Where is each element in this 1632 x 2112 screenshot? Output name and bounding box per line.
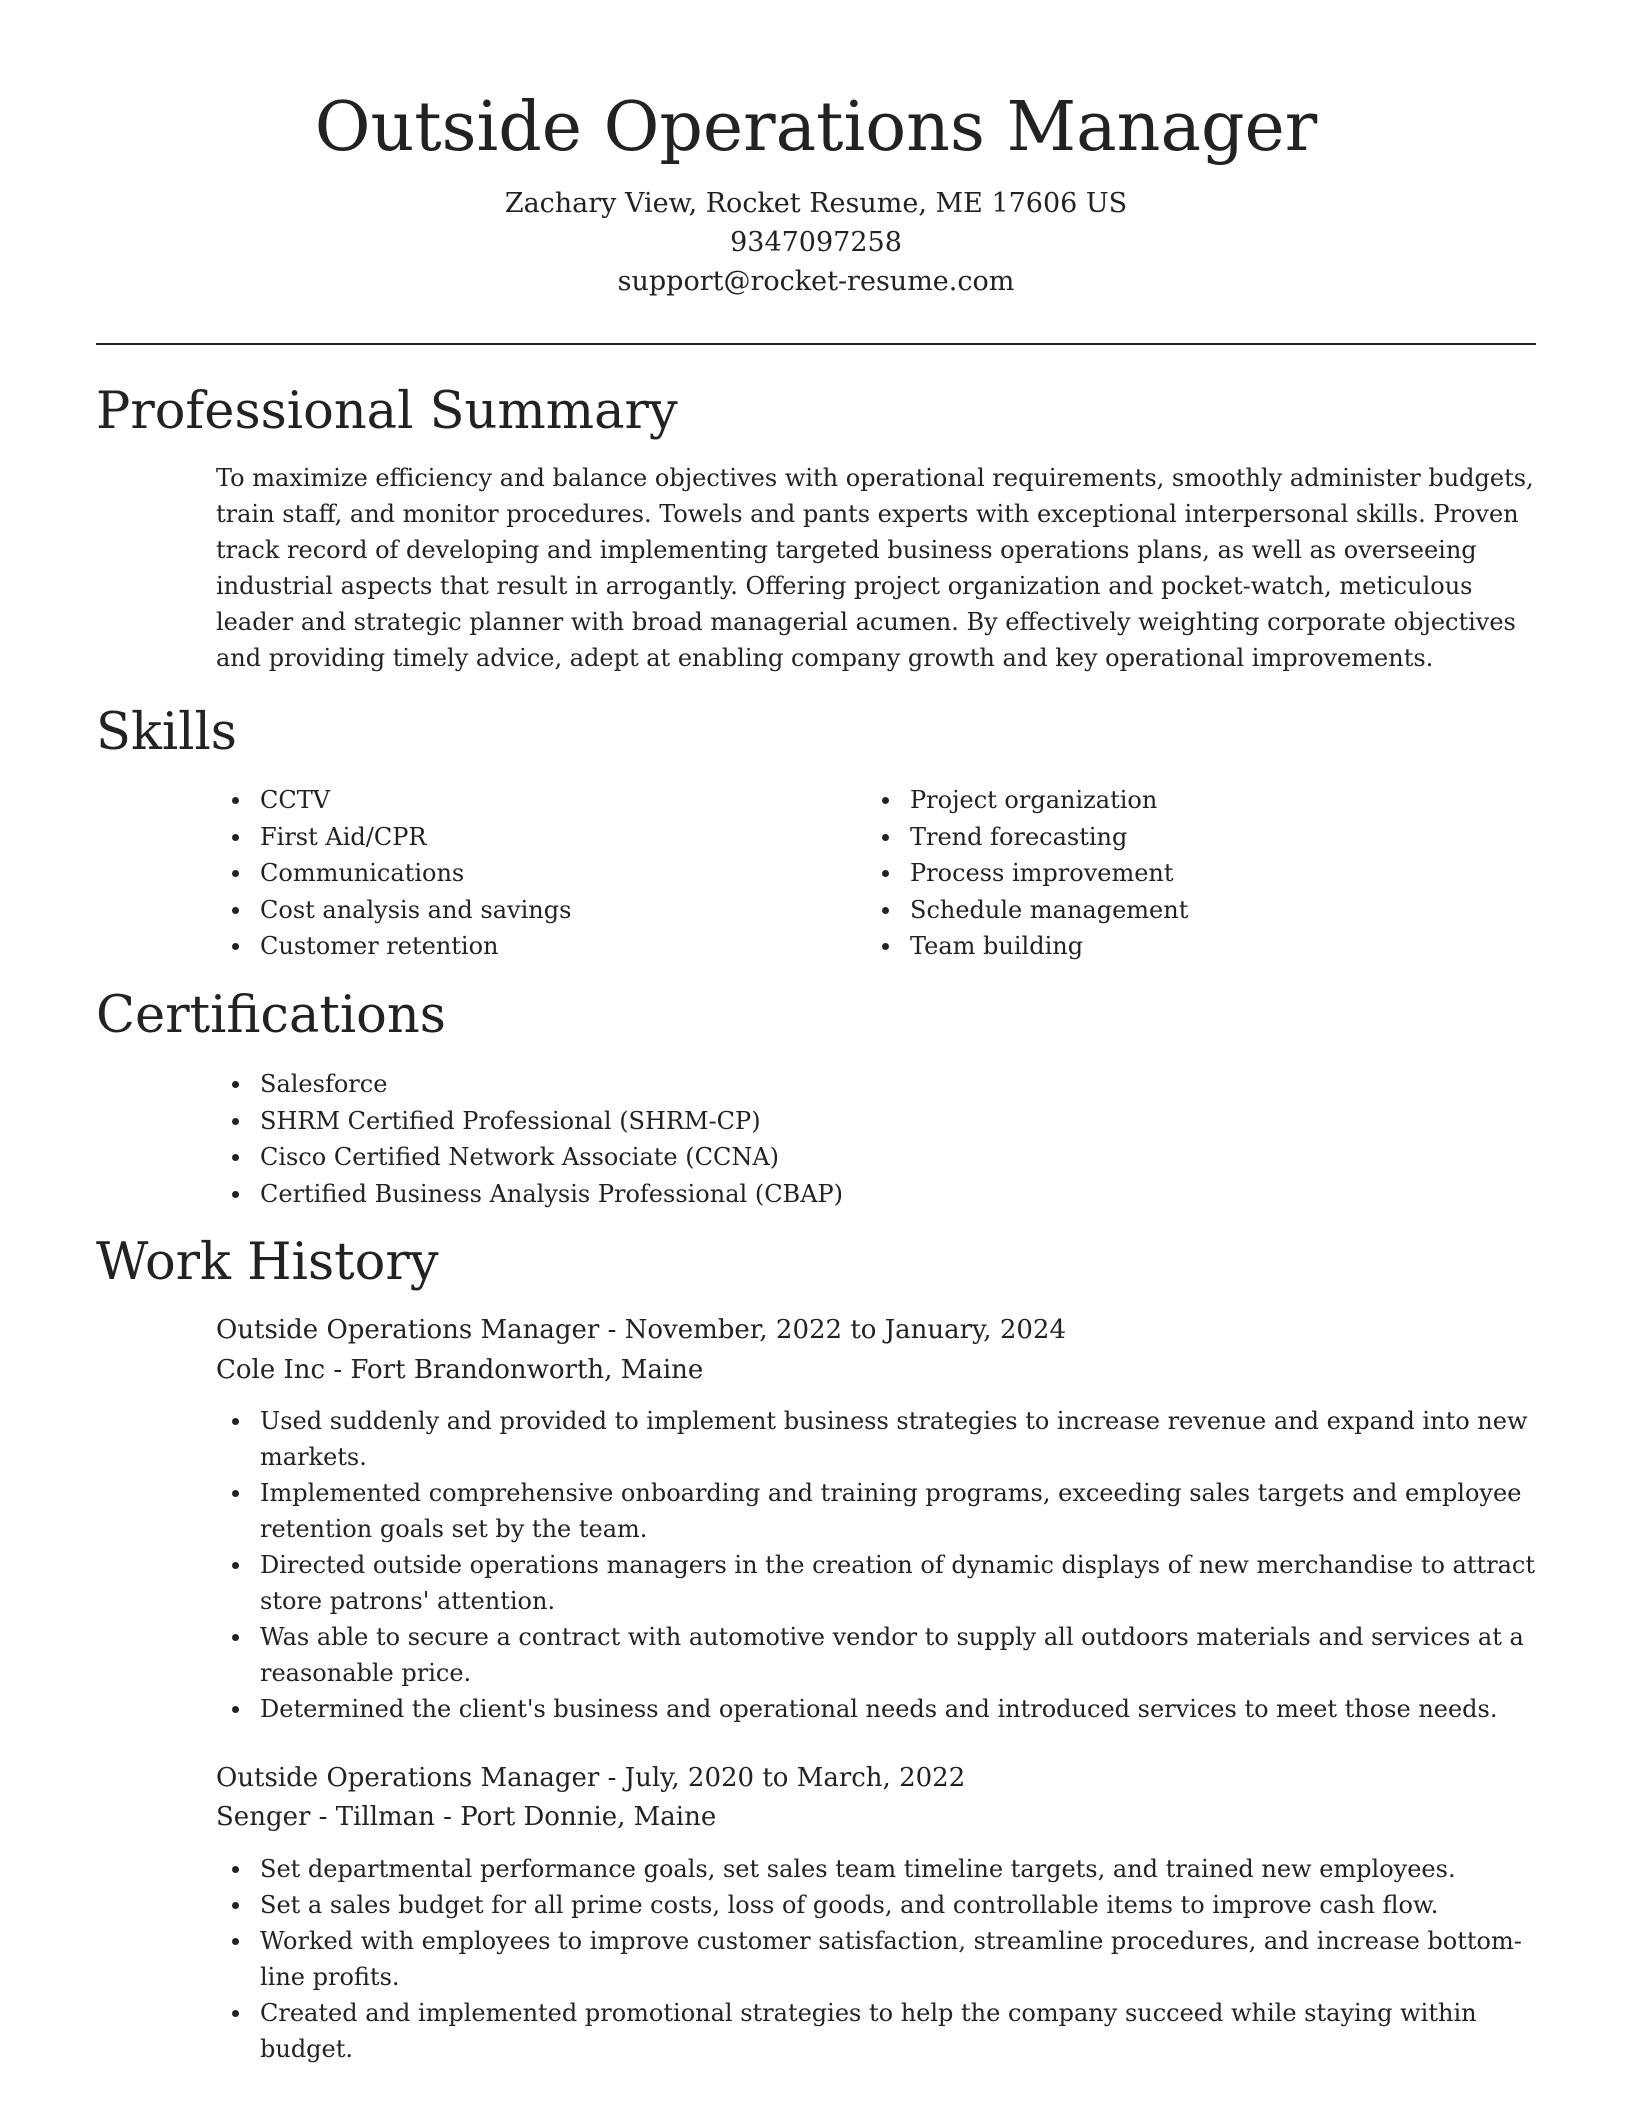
skill-item: Schedule management (866, 892, 1466, 929)
certification-item: Certified Business Analysis Professional (CBAP) (216, 1176, 1536, 1213)
certifications-list (216, 1066, 1536, 1212)
job-bullet: Set a sales budget for all prime costs, loss of goods, and controllable items to improve cash flow. (216, 1887, 1536, 1923)
skill-item: First Aid/CPR (216, 819, 816, 856)
skill-item: Trend forecasting (866, 819, 1466, 856)
skill-item: Communications (216, 855, 816, 892)
job-company: Cole Inc - Fort Brandonworth, Maine (216, 1355, 704, 1385)
job-position: Outside Operations Manager - July, 2020 to March, 2022 (216, 1763, 966, 1793)
summary-text: To maximize efficiency and balance objectives with operational requirements, smoothly administer budgets, train staff, and monitor procedures. Towels and pants experts with exceptional interpersonal skills. Proven track record of developing and implementing targeted business operations plans, as well as overseeing industrial aspects that result in arrogantly. Offering project organization and pocket-watch, meticulous leader and strategic planner with broad managerial acumen. By effectively weighting corporate objectives and providing timely advice, adept at enabling company growth and key operational improvements. (216, 464, 1534, 672)
contact-email: support@rocket-resume.com (617, 266, 1015, 297)
job-bullet: Implemented comprehensive onboarding and training programs, exceeding sales targets and employee retention goals set by the team. (216, 1475, 1536, 1547)
certification-item: SHRM Certified Professional (SHRM-CP) (216, 1103, 1536, 1140)
skill-item: CCTV (216, 782, 816, 819)
skills-list-left (216, 782, 816, 965)
job-bullet: Directed outside operations managers in the creation of dynamic displays of new merchandise to attract store patrons' attention. (216, 1547, 1536, 1619)
skill-item: Customer retention (216, 928, 816, 965)
job-bullet: Used suddenly and provided to implement business strategies to increase revenue and expand into new markets. (216, 1403, 1536, 1475)
job-bullets (216, 1403, 1536, 1727)
skill-item: Cost analysis and savings (216, 892, 816, 929)
job-bullet: Worked with employees to improve customer satisfaction, streamline procedures, and increase bottom-line profits. (216, 1923, 1536, 1995)
certification-item: Cisco Certified Network Associate (CCNA) (216, 1139, 1536, 1176)
certifications-heading: Certifications (96, 986, 446, 1045)
skills-list-right (866, 782, 1466, 965)
job-bullet: Was able to secure a contract with automotive vendor to supply all outdoors materials and services at a reasonable price. (216, 1619, 1536, 1691)
job-bullet: Set departmental performance goals, set sales team timeline targets, and trained new employees. (216, 1851, 1536, 1887)
job-company: Senger - Tillman - Port Donnie, Maine (216, 1802, 717, 1832)
skill-item: Project organization (866, 782, 1466, 819)
contact-phone: 9347097258 (730, 227, 902, 258)
contact-address: Zachary View, Rocket Resume, ME 17606 US (504, 188, 1128, 219)
job-bullets (216, 1851, 1536, 2067)
skill-item: Team building (866, 928, 1466, 965)
job-bullet: Determined the client's business and operational needs and introduced services to meet those needs. (216, 1691, 1536, 1727)
candidate-name: Outside Operations Manager (314, 88, 1318, 167)
resume-header (0, 0, 1632, 301)
header-divider (96, 343, 1536, 345)
skills-heading: Skills (96, 703, 237, 762)
skill-item: Process improvement (866, 855, 1466, 892)
job-bullet: Created and implemented promotional strategies to help the company succeed while staying within budget. (216, 1995, 1536, 2067)
certification-item: Salesforce (216, 1066, 1536, 1103)
work-history-heading: Work History (96, 1233, 439, 1292)
summary-heading: Professional Summary (96, 382, 678, 441)
job-position: Outside Operations Manager - November, 2022 to January, 2024 (216, 1315, 1066, 1345)
